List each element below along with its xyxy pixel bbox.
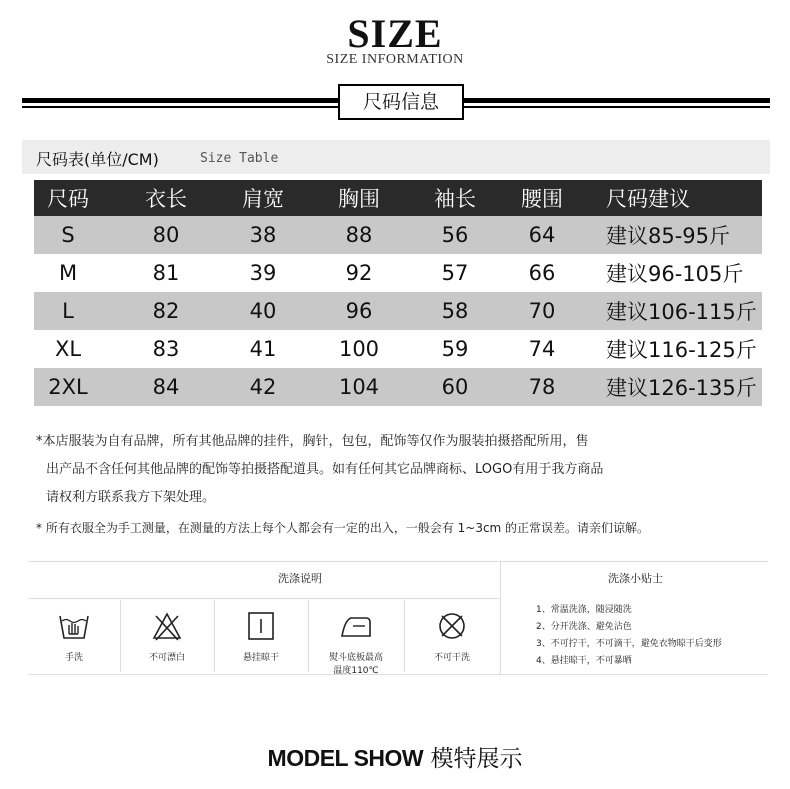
care-header-rule bbox=[28, 598, 500, 599]
table-cell: 70 bbox=[488, 292, 596, 330]
care-label-line: 熨斗底板最高 bbox=[328, 653, 383, 663]
table-cell: 57 bbox=[441, 261, 469, 285]
care-item bbox=[308, 600, 405, 676]
table-cell: 建议96-105斤 bbox=[606, 262, 744, 286]
table-cell: 39 bbox=[249, 261, 277, 285]
column-header: 袖长 bbox=[422, 180, 488, 216]
table-cell: L bbox=[34, 292, 102, 330]
table-cell: 84 bbox=[102, 368, 230, 406]
disclaimer-line: 出产品不含任何其他品牌的配饰等拍摄搭配道具。如有任何其它品牌商标、LOGO有用于我方商品 bbox=[46, 462, 604, 477]
table-cell: 64 bbox=[488, 216, 596, 254]
care-tip: 2、分开洗涤、避免沾色 bbox=[536, 622, 632, 632]
table-cell: 建议116-125斤 bbox=[606, 338, 757, 362]
table-cell: 80 bbox=[102, 216, 230, 254]
table-cell: 建议85-95斤 bbox=[596, 216, 762, 254]
care-divider bbox=[500, 562, 501, 674]
table-row bbox=[34, 254, 762, 292]
disclaimer-line: *本店服装为自有品牌，所有其他品牌的挂件，胸针，包包，配饰等仅作为服装拍摄搭配所用，售 bbox=[36, 434, 589, 449]
table-cell: 78 bbox=[488, 368, 596, 406]
table-cell: 74 bbox=[528, 337, 556, 361]
column-header: 尺码 bbox=[34, 180, 102, 216]
care-item bbox=[404, 600, 500, 672]
table-cell: 56 bbox=[422, 216, 488, 254]
table-cell: 104 bbox=[296, 368, 422, 406]
table-cell: 66 bbox=[528, 261, 556, 285]
page-subtitle: SIZE INFORMATION bbox=[326, 52, 464, 67]
model-show-en: MODEL SHOW bbox=[267, 745, 424, 771]
table-cell: 40 bbox=[230, 292, 296, 330]
table-cell: 38 bbox=[230, 216, 296, 254]
table-row bbox=[34, 292, 762, 330]
column-header: 尺码建议 bbox=[596, 180, 762, 216]
column-header: 腰围 bbox=[488, 180, 596, 216]
table-cell: M bbox=[58, 261, 78, 285]
table-cell: 建议126-135斤 bbox=[596, 368, 762, 406]
care-label: 不可干洗 bbox=[433, 653, 470, 663]
divider-right-thick bbox=[464, 98, 770, 103]
table-cell: 42 bbox=[230, 368, 296, 406]
section-label: 尺码信息 bbox=[338, 84, 464, 120]
table-cell: S bbox=[34, 216, 102, 254]
care-tip: 4、悬挂晾干，不可暴晒 bbox=[536, 656, 632, 666]
table-row bbox=[34, 216, 762, 254]
care-instructions-header: 洗涤说明 bbox=[278, 572, 322, 585]
divider-right-thin bbox=[464, 106, 770, 108]
care-label-line: 温度110℃ bbox=[333, 666, 379, 676]
column-header: 肩宽 bbox=[230, 180, 296, 216]
table-cell: 建议106-115斤 bbox=[596, 292, 762, 330]
column-header: 衣长 bbox=[102, 180, 230, 216]
no-dry-clean-icon bbox=[435, 610, 469, 642]
hang-dry-icon bbox=[244, 610, 278, 642]
hand-wash-icon bbox=[57, 610, 91, 642]
care-label: 手洗 bbox=[64, 653, 83, 663]
care-item bbox=[28, 600, 121, 672]
table-cell: 83 bbox=[152, 337, 180, 361]
care-label: 悬挂晾干 bbox=[242, 653, 279, 663]
size-table-caption bbox=[22, 140, 770, 174]
model-show-zh: 模特展示 bbox=[430, 746, 523, 772]
table-cell: 100 bbox=[338, 337, 380, 361]
divider-left-thin bbox=[22, 106, 338, 108]
size-table-header-row bbox=[34, 180, 762, 216]
care-label bbox=[308, 652, 404, 678]
table-row bbox=[34, 368, 762, 406]
table-row bbox=[34, 330, 762, 368]
care-label: 不可漂白 bbox=[148, 653, 185, 663]
care-item bbox=[120, 600, 215, 672]
care-tips-header: 洗涤小贴士 bbox=[608, 572, 663, 585]
table-cell: 82 bbox=[102, 292, 230, 330]
size-table-title-zh: 尺码表(单位/CM) bbox=[36, 150, 159, 169]
table-cell: 81 bbox=[152, 261, 180, 285]
table-cell: 92 bbox=[345, 261, 373, 285]
table-cell: 41 bbox=[249, 337, 277, 361]
table-cell: 88 bbox=[296, 216, 422, 254]
care-panel bbox=[28, 561, 768, 675]
table-cell: 58 bbox=[422, 292, 488, 330]
disclaimer-line: 请权利方联系我方下架处理。 bbox=[46, 490, 216, 505]
divider-left-thick bbox=[22, 98, 338, 103]
disclaimer-measurement: * 所有衣服全为手工测量，在测量的方法上每个人都会有一定的出入，一般会有 1~3cm 的正常误差。请亲们谅解。 bbox=[36, 521, 650, 535]
care-tip: 3、不可拧干，不可滴干，避免衣物晾干后变形 bbox=[536, 639, 722, 649]
column-header: 胸围 bbox=[296, 180, 422, 216]
no-bleach-icon bbox=[150, 610, 184, 642]
table-cell: 96 bbox=[296, 292, 422, 330]
page-title: SIZE bbox=[347, 11, 443, 56]
iron-icon bbox=[339, 610, 373, 642]
model-show-heading bbox=[0, 740, 790, 773]
table-cell: 2XL bbox=[34, 368, 102, 406]
care-tips-list bbox=[536, 602, 722, 670]
size-table-title-en: Size Table bbox=[200, 151, 279, 166]
table-cell: 60 bbox=[422, 368, 488, 406]
size-table bbox=[34, 180, 762, 406]
care-tip: 1、常温洗涤，随浸随洗 bbox=[536, 605, 632, 615]
table-cell: 59 bbox=[441, 337, 469, 361]
care-item bbox=[214, 600, 309, 672]
table-cell: XL bbox=[54, 337, 82, 361]
disclaimer-brand bbox=[36, 428, 776, 512]
